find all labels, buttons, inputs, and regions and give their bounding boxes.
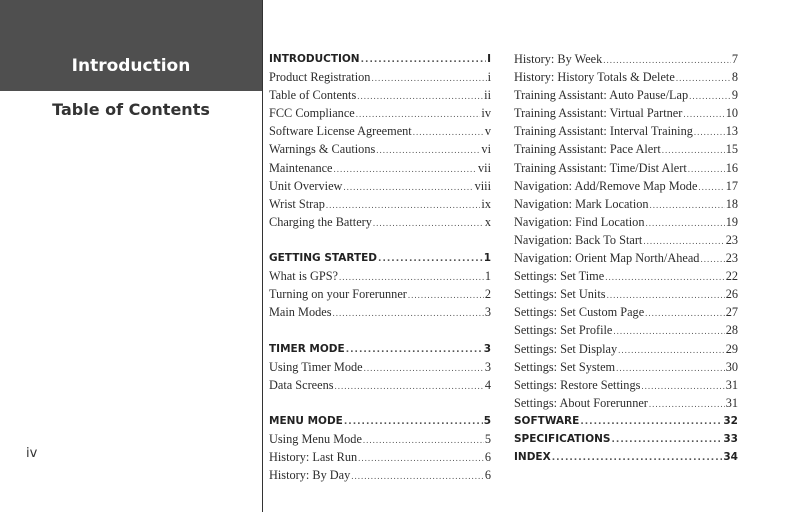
toc-entry[interactable] [269,195,491,213]
toc-section-heading[interactable] [269,50,491,68]
toc-entry-page: 15 [725,142,738,157]
toc-entry-page: 4 [484,377,491,392]
toc-entry-page: 9 [731,88,738,103]
toc-entry[interactable] [514,177,738,195]
toc-entry[interactable] [269,213,491,231]
toc-entry-page: 26 [725,287,738,302]
toc-entry[interactable] [514,159,738,177]
toc-entry-label: History: History Totals & Delete [514,70,675,85]
page-number: iv [26,446,38,461]
toc-entry-page: 3 [483,342,491,355]
toc-entry-label: Navigation: Mark Location [514,196,649,211]
dot-leader [357,87,483,105]
toc-entry[interactable] [269,104,491,122]
toc-entry-page: 8 [731,70,738,85]
toc-entry-label: Navigation: Find Location [514,214,645,229]
toc-entry-page: 30 [725,359,738,374]
toc-entry[interactable] [514,195,738,213]
toc-entry-page: vii [478,160,491,175]
toc-entry[interactable] [269,86,491,104]
toc-entry[interactable] [269,267,491,285]
dot-leader [643,232,724,250]
toc-entry-page: 5 [483,414,491,427]
toc-entry-label: Training Assistant: Pace Alert [514,142,661,157]
toc-entry-label: SPECIFICATIONS [514,432,611,445]
toc-entry[interactable] [514,249,738,267]
toc-entry-page: i [487,70,491,85]
toc-entry-label: What is GPS? [269,269,338,284]
toc-entry-page: 16 [725,160,738,175]
toc-entry-label: Product Registration [269,70,371,85]
toc-entry[interactable] [514,267,738,285]
dot-leader [373,214,484,232]
dot-leader [413,123,484,141]
toc-entry[interactable] [514,321,738,339]
toc-entry-page: 3 [484,359,491,374]
toc-entry[interactable] [269,376,491,394]
toc-entry-label: FCC Compliance [269,106,355,121]
toc-entry[interactable] [514,122,738,140]
toc-section-heading[interactable] [514,448,738,466]
toc-entry-label: Data Screens [269,377,334,392]
toc-entry-page: 19 [725,214,738,229]
toc-entry[interactable] [514,340,738,358]
toc-entry-label: Training Assistant: Time/Dist Alert [514,160,687,175]
toc-entry-label: Using Menu Mode [269,431,362,446]
toc-entry[interactable] [269,303,491,321]
chapter-tab [0,0,262,91]
dot-leader [344,413,483,431]
toc-heading: Table of Contents [52,100,210,119]
toc-entry-label: Software License Agreement [269,124,412,139]
toc-entry-label: Settings: Set Units [514,287,606,302]
toc-entry-label: Settings: Restore Settings [514,377,641,392]
toc-entry-label: Settings: Set System [514,359,616,374]
toc-section-heading[interactable] [269,249,491,267]
dot-leader [351,467,484,485]
toc-entry-page: iv [481,106,491,121]
toc-entry-label: Settings: Set Custom Page [514,305,645,320]
toc-entry-page: vi [481,142,491,157]
toc-entry-page: 2 [484,287,491,302]
toc-entry-page: viii [474,178,491,193]
toc-entry-label: INTRODUCTION [269,53,360,65]
toc-entry-label: Warnings & Cautions [269,142,376,157]
toc-entry-page: 28 [725,323,738,338]
toc-entry-page: x [484,214,491,229]
toc-entry[interactable] [514,231,738,249]
dot-leader [334,160,478,178]
toc-entry-label: INDEX [514,451,551,464]
dot-leader [616,359,725,377]
toc-entry-page: 18 [725,196,738,211]
dot-leader [618,341,725,359]
toc-entry-label: Navigation: Orient Map North/Ahead [514,251,700,266]
toc-entry-page: 29 [725,341,738,356]
dot-leader [363,431,484,449]
toc-entry[interactable] [514,104,738,122]
dot-leader [361,51,486,69]
dot-leader [346,341,483,359]
toc-column-2 [514,50,738,466]
dot-leader [358,449,484,467]
toc-entry-page: I [487,53,491,65]
toc-entry-page: 17 [725,178,738,193]
chapter-title: Introduction [71,56,191,76]
toc-entry-page: ix [481,196,491,211]
toc-entry[interactable] [514,213,738,231]
dot-leader [613,322,724,340]
toc-entry-page: 31 [725,395,738,410]
toc-entry-page: 6 [484,450,491,465]
toc-entry-page: v [484,124,491,139]
dot-leader [356,105,481,123]
toc-entry-label: Wrist Strap [269,196,325,211]
toc-entry[interactable] [269,122,491,140]
dot-leader [603,51,731,69]
toc-section-heading[interactable] [269,340,491,358]
section-spacer [269,394,491,412]
dot-leader [688,160,725,178]
toc-entry-page: 23 [725,232,738,247]
dot-leader [676,69,731,87]
toc-entry[interactable] [269,140,491,158]
toc-entry-label: Using Timer Mode [269,359,363,374]
toc-entry-label: Training Assistant: Auto Pause/Lap [514,88,689,103]
toc-entry-label: Settings: Set Profile [514,323,613,338]
toc-entry[interactable] [514,358,738,376]
toc-section-heading[interactable] [514,430,738,448]
toc-section-heading[interactable] [269,412,491,430]
toc-entry-page: 33 [723,432,738,445]
toc-section-heading[interactable] [514,412,738,430]
toc-entry-label: Navigation: Add/Remove Map Mode [514,178,698,193]
dot-leader [580,413,722,431]
toc-entry[interactable] [269,159,491,177]
dot-leader [605,268,725,286]
toc-entry-page: 5 [484,431,491,446]
toc-entry[interactable] [269,177,491,195]
toc-entry-page: 1 [483,252,491,265]
toc-entry-label: History: By Day [269,468,351,483]
dot-leader [641,377,724,395]
toc-entry-page: 23 [725,251,738,266]
toc-entry[interactable] [514,86,738,104]
toc-entry-page: 7 [731,52,738,66]
toc-entry-page: 32 [723,414,738,427]
toc-entry[interactable] [514,376,738,394]
toc-entry-label: MENU MODE [269,414,343,427]
toc-entry-page: ii [484,88,491,103]
toc-entry-label: Maintenance [269,160,333,175]
toc-entry[interactable] [269,448,491,466]
toc-column-1 [269,50,491,484]
dot-leader [335,377,484,395]
dot-leader [607,286,725,304]
toc-entry-page: 6 [484,468,491,483]
dot-leader [378,250,483,268]
dot-leader [700,250,724,268]
toc-entry-label: TIMER MODE [269,342,345,355]
toc-entry-label: Training Assistant: Virtual Partner [514,106,683,121]
dot-leader [408,286,484,304]
toc-entry-label: Settings: Set Time [514,269,605,284]
toc-entry[interactable] [269,466,491,484]
toc-entry-page: 3 [484,305,491,320]
toc-entry[interactable] [514,140,738,158]
toc-entry-label: History: Last Run [269,450,358,465]
toc-entry-page: 13 [725,124,738,139]
dot-leader [645,214,724,232]
dot-leader [339,268,484,286]
dot-leader [683,105,724,123]
toc-entry-label: Charging the Battery [269,214,372,229]
toc-entry-label: SOFTWARE [514,414,580,427]
dot-leader [645,304,725,322]
dot-leader [326,196,481,214]
dot-leader [689,87,731,105]
toc-entry[interactable] [269,430,491,448]
toc-entry-label: Settings: Set Display [514,341,618,356]
section-spacer [269,321,491,339]
toc-entry[interactable] [269,68,491,86]
dot-leader [376,141,480,159]
section-spacer [269,231,491,249]
toc-entry-label: Unit Overview [269,178,343,193]
dot-leader [694,123,725,141]
dot-leader [364,359,484,377]
toc-entry[interactable] [514,50,738,68]
toc-entry[interactable] [514,68,738,86]
toc-entry[interactable] [269,358,491,376]
toc-entry-label: GETTING STARTED [269,252,378,265]
toc-entry-page: 10 [725,106,738,121]
toc-entry-label: Training Assistant: Interval Training [514,124,693,139]
dot-leader [343,178,473,196]
dot-leader [649,395,725,413]
toc-entry-label: Settings: About Forerunner [514,395,648,410]
toc-entry-page: 34 [723,451,738,464]
dot-leader [650,196,725,214]
dot-leader [333,304,484,322]
toc-entry-page: 1 [484,269,491,284]
toc-entry-label: History: By Week [514,52,603,66]
dot-leader [611,431,722,449]
column-divider [262,0,263,512]
dot-leader [371,69,486,87]
toc-entry-label: Navigation: Back To Start [514,232,643,247]
toc-entry-label: Table of Contents [269,88,357,103]
toc-entry[interactable] [514,285,738,303]
toc-entry-page: 27 [725,305,738,320]
toc-entry-page: 31 [725,377,738,392]
toc-entry-label: Turning on your Forerunner [269,287,407,302]
toc-entry-label: Main Modes [269,305,332,320]
toc-entry[interactable] [514,394,738,412]
toc-entry[interactable] [514,303,738,321]
dot-leader [662,141,725,159]
dot-leader [552,449,723,467]
toc-entry[interactable] [269,285,491,303]
dot-leader [698,178,724,196]
toc-entry-page: 22 [725,269,738,284]
